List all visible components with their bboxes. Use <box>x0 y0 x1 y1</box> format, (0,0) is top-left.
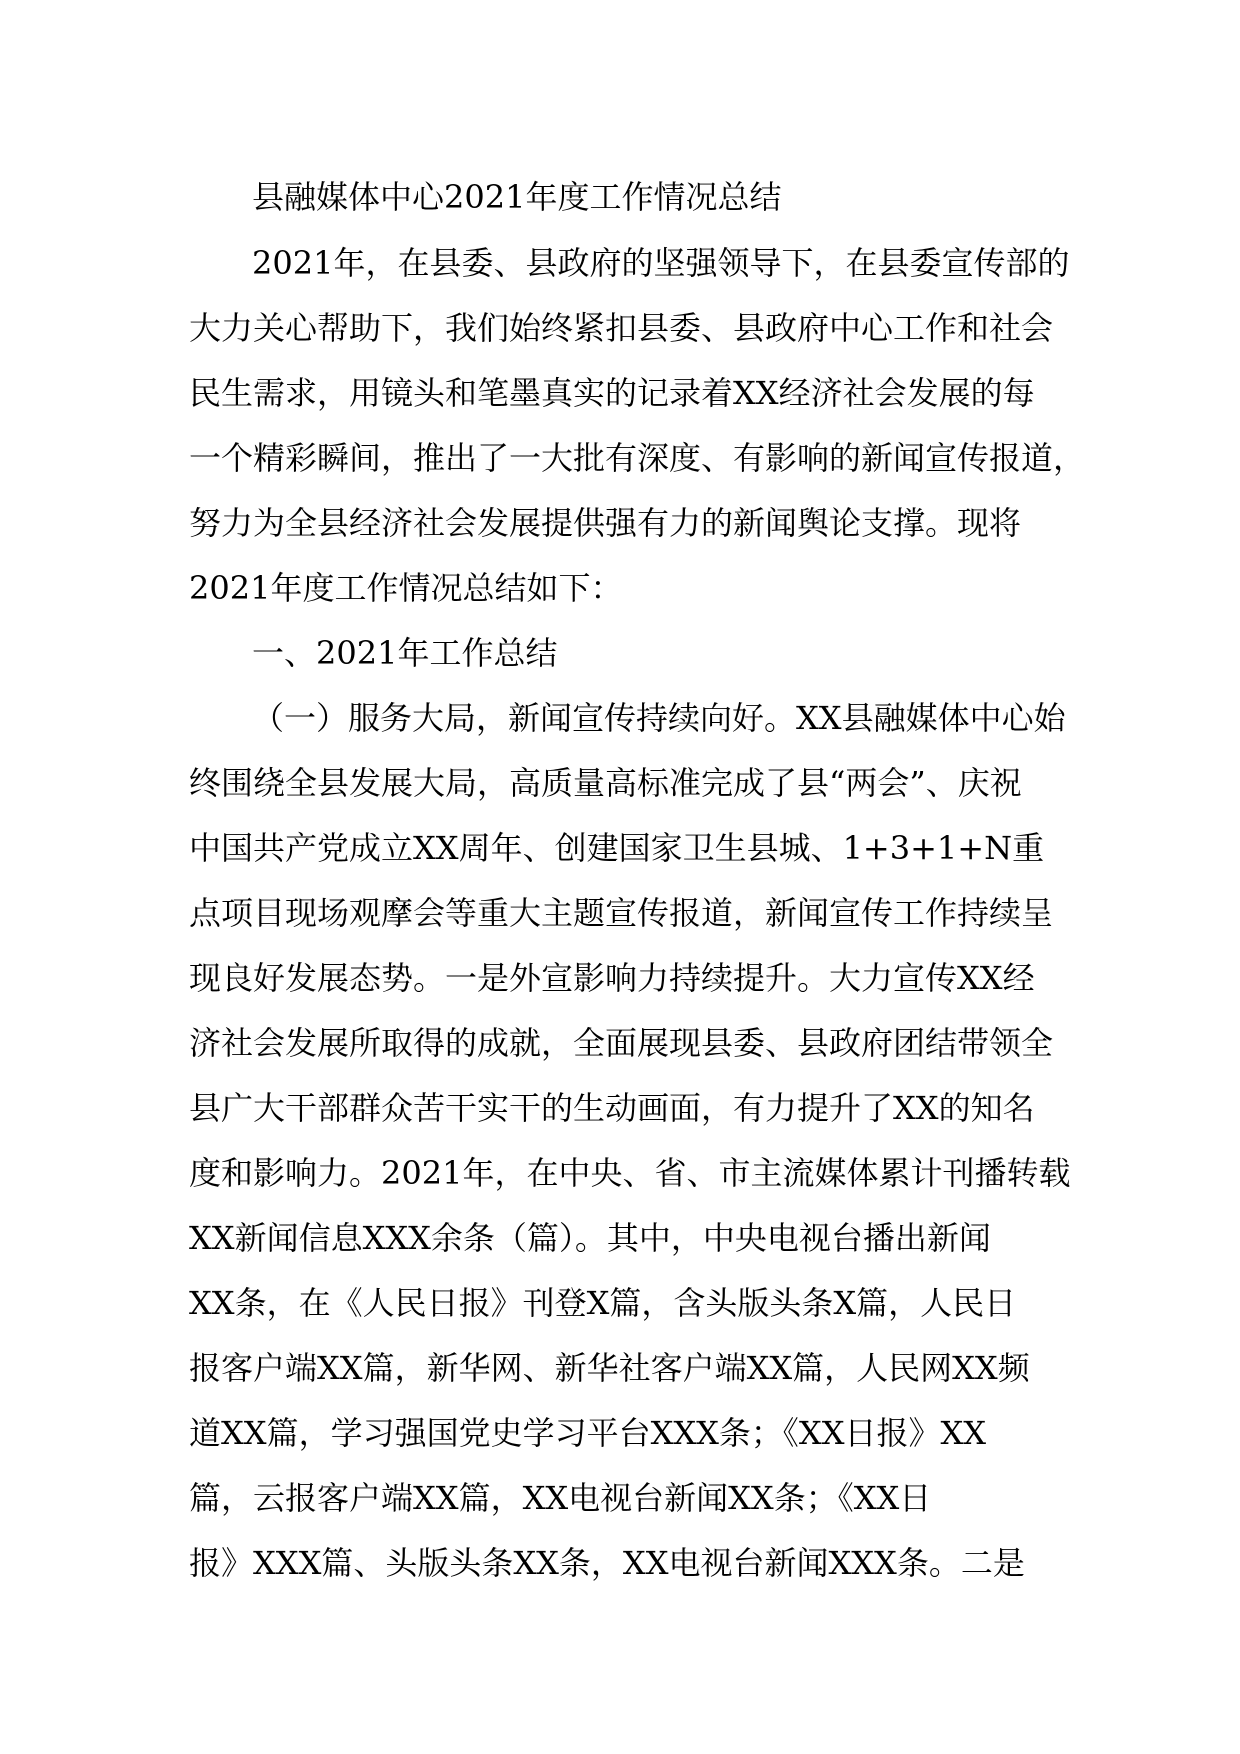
paragraph-line: 点项目现场观摩会等重大主题宣传报道，新闻宣传工作持续呈 <box>189 894 1054 932</box>
paragraph-line: 一个精彩瞬间，推出了一大批有深度、有影响的新闻宣传报道， <box>189 439 1086 477</box>
paragraph-line: 2021年度工作情况总结如下： <box>189 569 623 607</box>
paragraph-line: 度和影响力。2021年，在中央、省、市主流媒体累计刊播转载 <box>189 1154 1071 1192</box>
paragraph-line: （一）服务大局，新闻宣传持续向好。XX县融媒体中心始 <box>252 699 1066 737</box>
paragraph-line: XX条，在《人民日报》刊登X篇，含头版头条X篇，人民日 <box>189 1284 1017 1322</box>
paragraph-line: 大力关心帮助下，我们始终紧扣县委、县政府中心工作和社会 <box>189 309 1054 347</box>
paragraph-line: 济社会发展所取得的成就，全面展现县委、县政府团结带领全 <box>189 1024 1054 1062</box>
paragraph-line: 报客户端XX篇，新华网、新华社客户端XX篇，人民网XX频 <box>189 1349 1030 1387</box>
paragraph-line: 县广大干部群众苦干实干的生动画面，有力提升了XX的知名 <box>189 1089 1035 1127</box>
paragraph-line: 现良好发展态势。一是外宣影响力持续提升。大力宣传XX经 <box>189 959 1035 997</box>
paragraph-line: 中国共产党成立XX周年、创建国家卫生县城、1+3+1+N重 <box>189 829 1045 867</box>
paragraph-line: 民生需求，用镜头和笔墨真实的记录着XX经济社会发展的每 <box>189 374 1035 412</box>
paragraph-line: 道XX篇，学习强国党史学习平台XXX条；《XX日报》XX <box>189 1414 987 1452</box>
paragraph-line: 努力为全县经济社会发展提供强有力的新闻舆论支撑。现将 <box>189 504 1022 542</box>
paragraph-line: 2021年，在县委、县政府的坚强领导下，在县委宣传部的 <box>252 244 1070 282</box>
document-title: 县融媒体中心2021年度工作情况总结 <box>252 178 782 216</box>
paragraph-line: 终围绕全县发展大局，高质量高标准完成了县“两会”、庆祝 <box>189 764 1022 802</box>
paragraph-line: 报》XXX篇、头版头条XX条，XX电视台新闻XXX条。二是 <box>189 1544 1025 1582</box>
paragraph-line: 篇，云报客户端XX篇，XX电视台新闻XX条；《XX日 <box>189 1479 932 1517</box>
section-heading: 一、2021年工作总结 <box>252 634 558 672</box>
paragraph-line: XX新闻信息XXX余条（篇）。其中，中央电视台播出新闻 <box>189 1219 991 1257</box>
